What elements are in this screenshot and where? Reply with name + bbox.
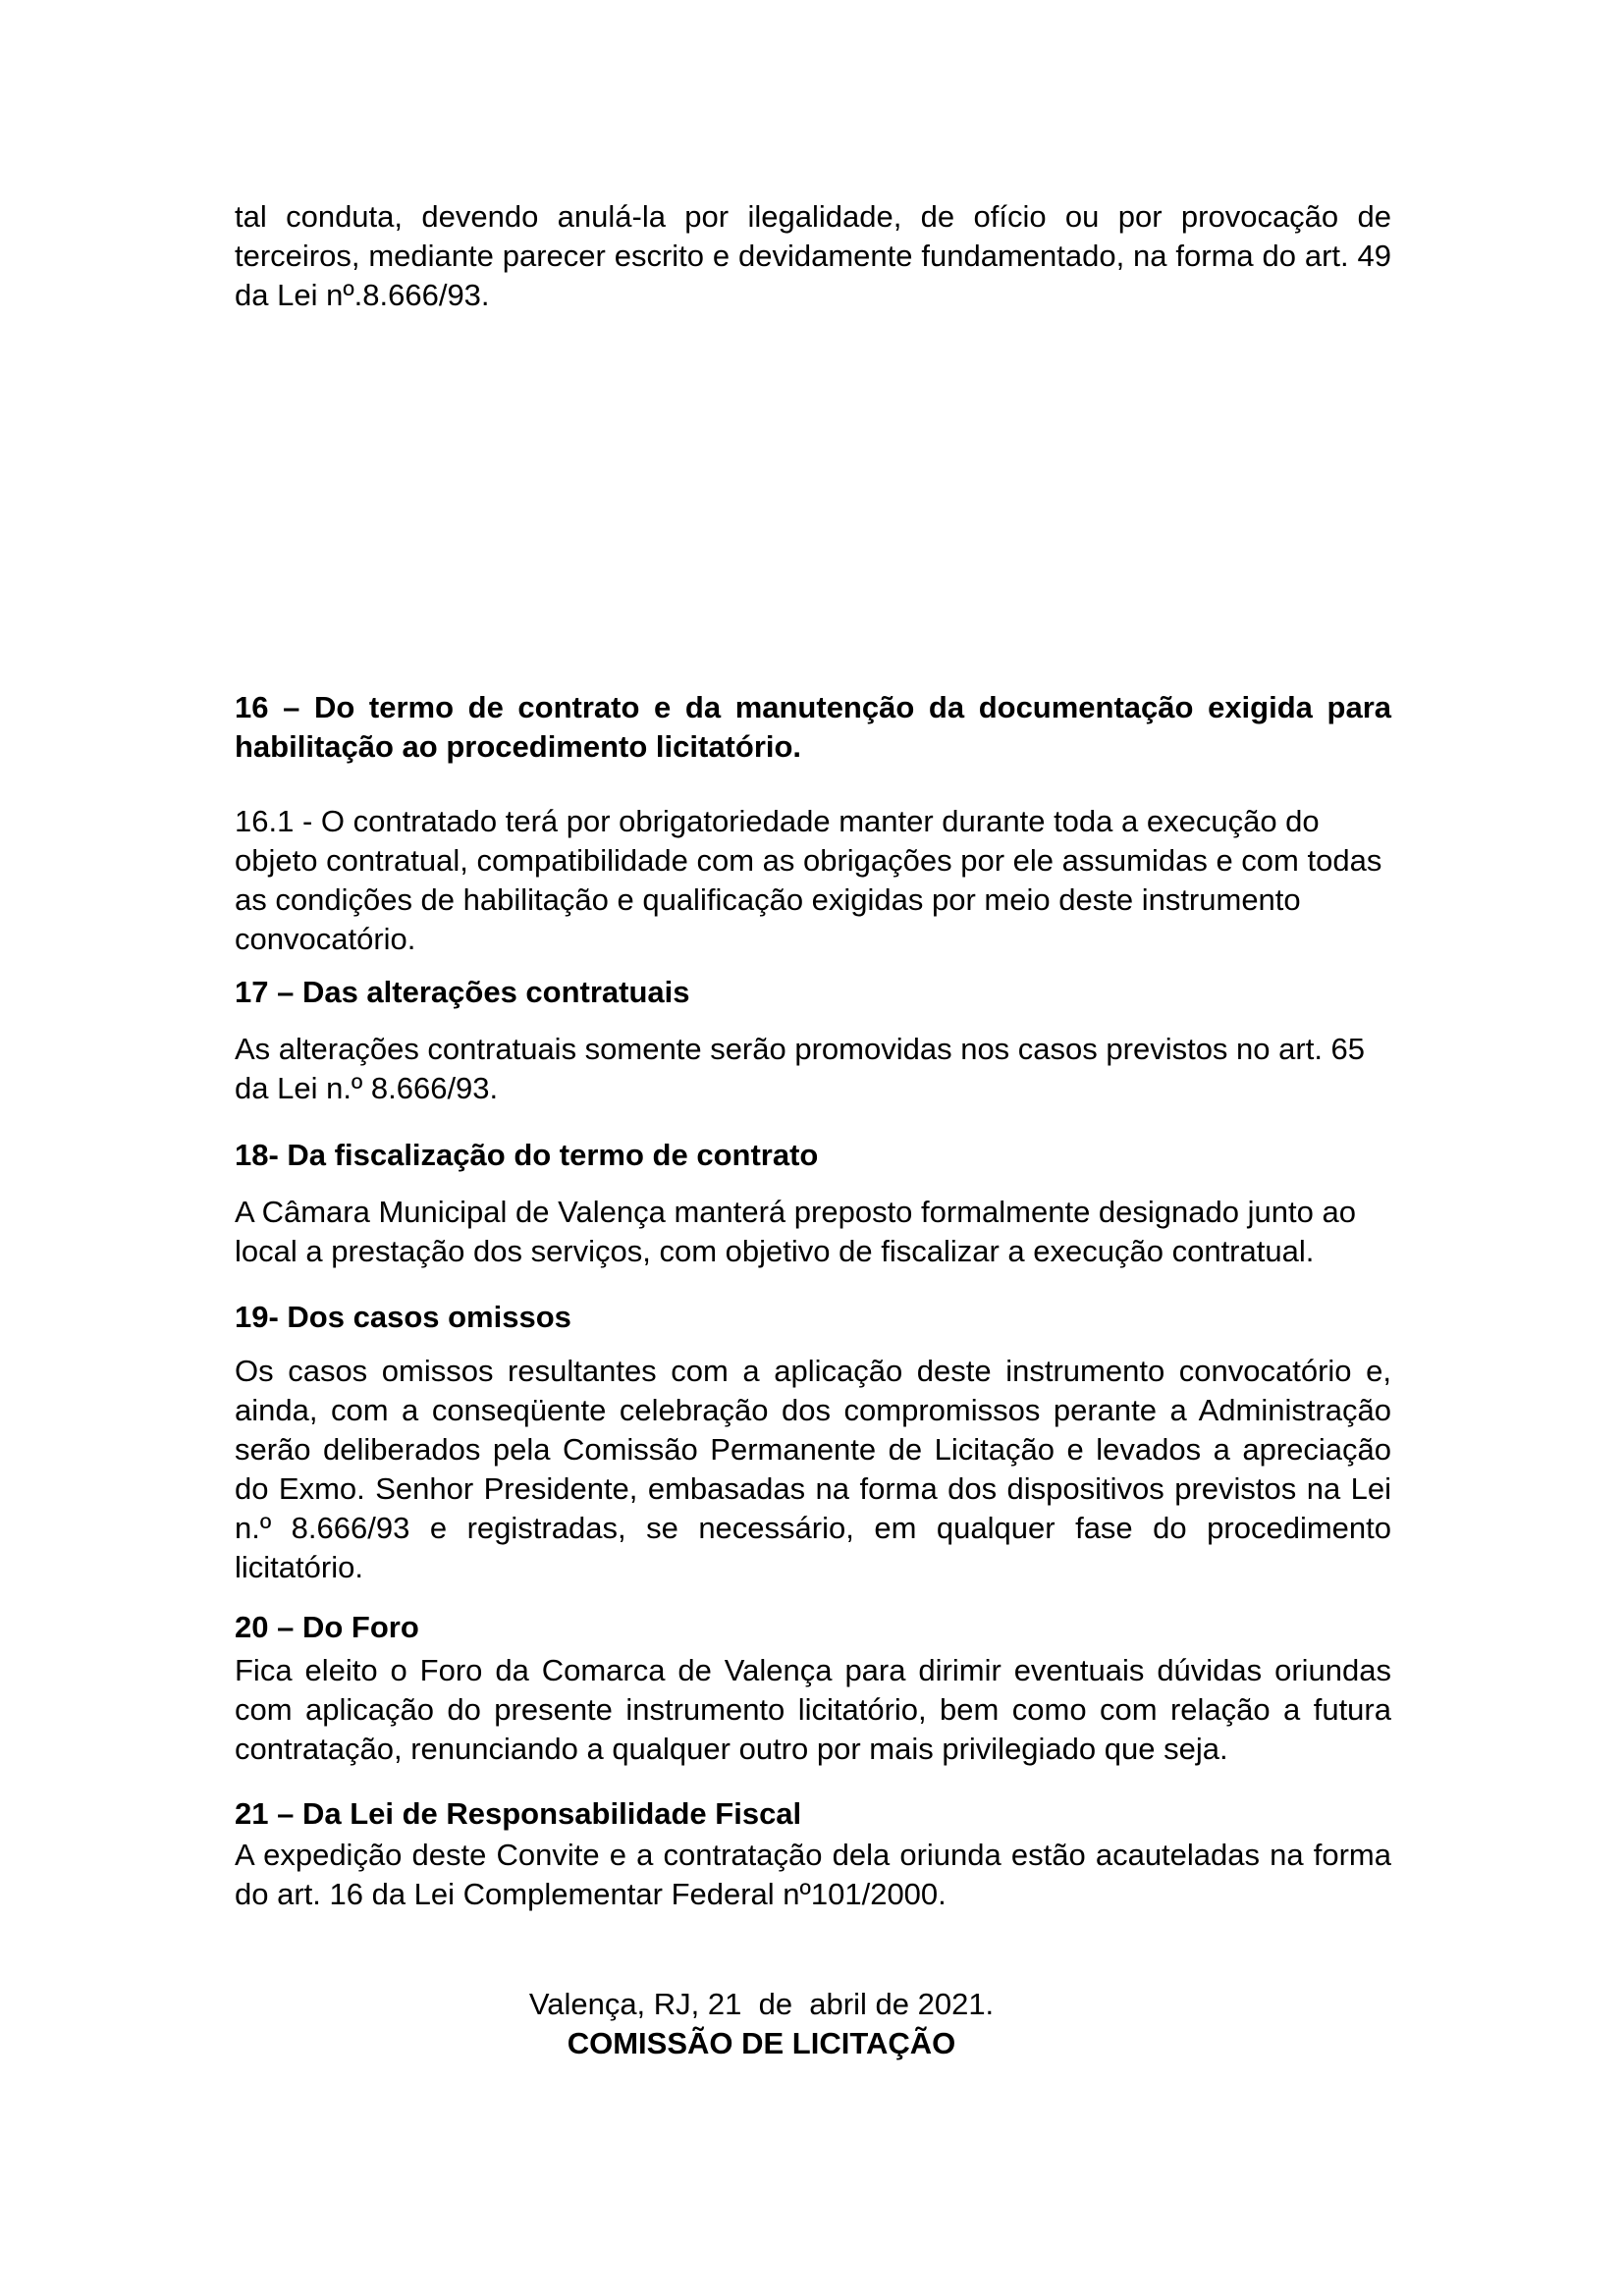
- closing-committee-line: COMISSÃO DE LICITAÇÃO: [567, 2026, 956, 2060]
- section-18-heading: 18- Da fiscalização do termo de contrato: [235, 1138, 819, 1172]
- document-content: [235, 197, 1391, 2063]
- section-21-body: A expedição deste Convite e a contratação dela oriunda estão acauteladas na forma do art. 16 da Lei Complementar Federal nº101/2000.: [235, 1838, 1391, 1911]
- section-16-heading: 16 – Do termo de contrato e da manutenção da documentação exigida para habilitação ao procedimento licitatório.: [235, 690, 1391, 764]
- closing-block: [235, 1985, 1391, 2063]
- section-17-body: As alterações contratuais somente serão promovidas nos casos previstos no art. 65 da Lei n.º 8.666/93.: [235, 1032, 1366, 1105]
- section-20-heading: 20 – Do Foro: [235, 1610, 419, 1644]
- continuation-paragraph: tal conduta, devendo anulá-la por ilegalidade, de ofício ou por provocação de terceiros, mediante parecer escrito e devidamente fundamentado, na forma do art. 49 da Lei nº.8.666/93.: [235, 199, 1391, 312]
- section-18-body: A Câmara Municipal de Valença manterá preposto formalmente designado junto ao local a prestação dos serviços, com objetivo de fiscalizar a execução contratual.: [235, 1195, 1356, 1268]
- closing-date-line: Valença, RJ, 21 de abril de 2021.: [528, 1987, 995, 2021]
- section-16-body: 16.1 - O contratado terá por obrigatoriedade manter durante toda a execução do objeto contratual, compatibilidade com as obrigações por ele assumidas e com todas as condições de habilitação e qualificação exigidas por meio deste instrumento convocatório.: [235, 804, 1382, 956]
- section-19-heading: 19- Dos casos omissos: [235, 1300, 571, 1334]
- section-19-body: Os casos omissos resultantes com a aplicação deste instrumento convocatório e, ainda, com a conseqüente celebração dos compromissos perante a Administração serão deliberados pela Comissão Permanente de Licitação e levados a apreciação do Exmo. Senhor Presidente, embasadas na forma dos dispositivos previstos na Lei n.º 8.666/93 e registradas, se necessário, em qualquer fase do procedimento licitatório.: [235, 1354, 1391, 1584]
- section-17-heading: 17 – Das alterações contratuais: [235, 975, 690, 1009]
- section-21-heading: 21 – Da Lei de Responsabilidade Fiscal: [235, 1796, 802, 1831]
- section-20-body: Fica eleito o Foro da Comarca de Valença para dirimir eventuais dúvidas oriundas com aplicação do presente instrumento licitatório, bem como com relação a futura contratação, renunciando a qualquer outro por mais privilegiado que seja.: [235, 1653, 1391, 1766]
